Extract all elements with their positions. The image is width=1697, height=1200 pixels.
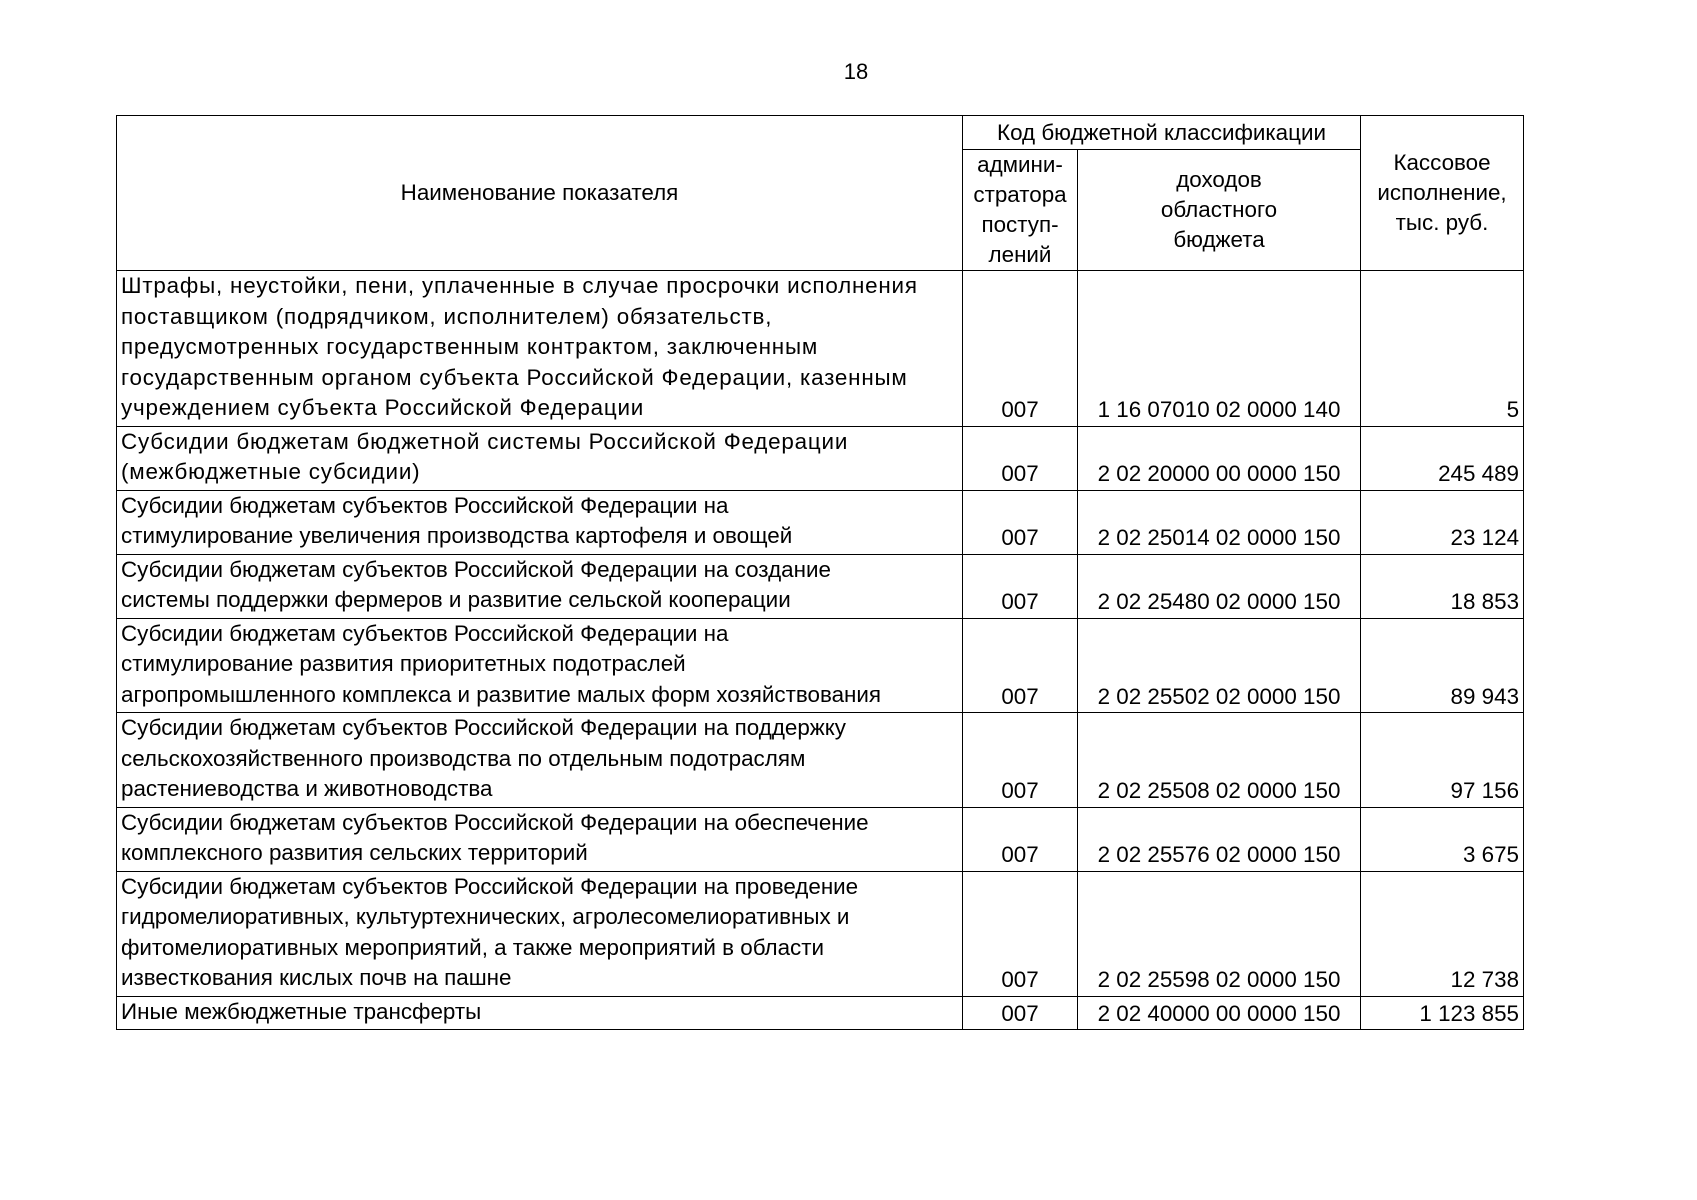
header-indicator-name: Наименование показателя — [117, 116, 963, 271]
cash-execution-amount-cell: 5 — [1361, 271, 1524, 427]
header-classification-code: Код бюджетной классификации — [963, 116, 1361, 150]
budget-income-code-cell: 2 02 25480 02 0000 150 — [1078, 554, 1361, 618]
budget-income-code-cell: 2 02 25502 02 0000 150 — [1078, 618, 1361, 713]
cash-execution-amount-cell: 245 489 — [1361, 426, 1524, 490]
header-cash-execution: Кассовое исполнение, тыс. руб. — [1361, 116, 1524, 271]
administrator-code-cell: 007 — [963, 490, 1078, 554]
administrator-code-cell: 007 — [963, 271, 1078, 427]
table-row — [117, 807, 1524, 871]
table-header — [117, 116, 1524, 271]
administrator-code-cell: 007 — [963, 554, 1078, 618]
budget-income-code-cell: 1 16 07010 02 0000 140 — [1078, 271, 1361, 427]
cash-execution-amount-cell: 3 675 — [1361, 807, 1524, 871]
indicator-name-cell: Штрафы, неустойки, пени, уплаченные в случае просрочки исполнения поставщиком (подрядчиком, исполнителем) обязательств, предусмотренных государственным контрактом, заключенным государственным органом субъекта Российской Федерации, казенным учреждением субъекта Российской Федерации — [117, 271, 963, 427]
indicator-name-cell: Субсидии бюджетам субъектов Российской Федерации на обеспечение комплексного развития сельских территорий — [117, 807, 963, 871]
indicator-name-cell: Субсидии бюджетам бюджетной системы Российской Федерации (межбюджетные субсидии) — [117, 426, 963, 490]
table-row — [117, 554, 1524, 618]
indicator-name-cell: Субсидии бюджетам субъектов Российской Федерации на стимулирование развития приоритетных подотраслей агропромышленного комплекса и развитие малых форм хозяйствования — [117, 618, 963, 713]
cash-execution-amount-cell: 12 738 — [1361, 871, 1524, 996]
indicator-name-cell: Субсидии бюджетам субъектов Российской Федерации на создание системы поддержки фермеров и развитие сельской кооперации — [117, 554, 963, 618]
header-administrator: админи- стратора поступ- лений — [963, 150, 1078, 271]
budget-income-code-cell: 2 02 25576 02 0000 150 — [1078, 807, 1361, 871]
budget-income-code-cell: 2 02 20000 00 0000 150 — [1078, 426, 1361, 490]
indicator-name-cell: Иные межбюджетные трансферты — [117, 996, 963, 1030]
cash-execution-amount-cell: 23 124 — [1361, 490, 1524, 554]
table-row — [117, 996, 1524, 1030]
table-row — [117, 426, 1524, 490]
cash-execution-amount-cell: 18 853 — [1361, 554, 1524, 618]
table-row — [117, 271, 1524, 427]
administrator-code-cell: 007 — [963, 807, 1078, 871]
budget-income-code-cell: 2 02 40000 00 0000 150 — [1078, 996, 1361, 1030]
table-row — [117, 871, 1524, 996]
administrator-code-cell: 007 — [963, 996, 1078, 1030]
page-number: 18 — [843, 59, 869, 84]
budget-income-code-cell: 2 02 25508 02 0000 150 — [1078, 713, 1361, 808]
administrator-code-cell: 007 — [963, 618, 1078, 713]
indicator-name-cell: Субсидии бюджетам субъектов Российской Федерации на стимулирование увеличения производства картофеля и овощей — [117, 490, 963, 554]
cash-execution-amount-cell: 97 156 — [1361, 713, 1524, 808]
administrator-code-cell: 007 — [963, 426, 1078, 490]
header-regional-budget-income: доходов областного бюджета — [1078, 150, 1361, 271]
indicator-name-cell: Субсидии бюджетам субъектов Российской Федерации на проведение гидромелиоративных, культуртехнических, агролесомелиоративных и фитомелиоративных мероприятий, а также мероприятий в области известкования кислых почв на пашне — [117, 871, 963, 996]
administrator-code-cell: 007 — [963, 713, 1078, 808]
administrator-code-cell: 007 — [963, 871, 1078, 996]
table-row — [117, 618, 1524, 713]
budget-income-code-cell: 2 02 25014 02 0000 150 — [1078, 490, 1361, 554]
budget-income-table — [116, 115, 1524, 1030]
indicator-name-cell: Субсидии бюджетам субъектов Российской Федерации на поддержку сельскохозяйственного производства по отдельным подотраслям растениеводства и животноводства — [117, 713, 963, 808]
table-row — [117, 713, 1524, 808]
table-body — [117, 271, 1524, 1030]
budget-income-code-cell: 2 02 25598 02 0000 150 — [1078, 871, 1361, 996]
table-row — [117, 490, 1524, 554]
cash-execution-amount-cell: 1 123 855 — [1361, 996, 1524, 1030]
cash-execution-amount-cell: 89 943 — [1361, 618, 1524, 713]
